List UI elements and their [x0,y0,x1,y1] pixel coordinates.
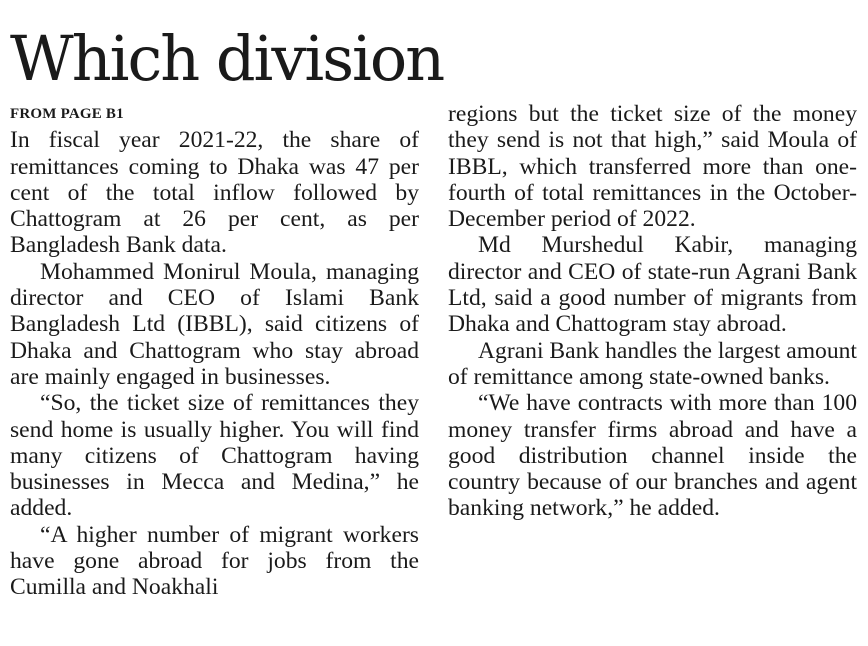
paragraph: “A higher number of migrant workers have gone abroad for jobs from the Cumilla and Noakhali [10,521,419,601]
paragraph: regions but the ticket size of the money they send is not that high,” said Moula of IBBL, which transferred more than one-fourth of total remittances in the October-December period of 2022. [448,101,857,233]
paragraph: Agrani Bank handles the largest amount of remittance among state-owned banks. [448,337,857,390]
paragraph: In fiscal year 2021-22, the share of remittances coming to Dhaka was 47 per cent of the total inflow followed by Chattogram at 26 per cent, as per Bangladesh Bank data. [10,127,419,259]
article-column-left [10,101,419,601]
paragraph: “So, the ticket size of remittances they send home is usually higher. You will find many citizens of Chattogram having businesses in Mecca and Medina,” he added. [10,390,419,522]
article-column-right [448,101,857,522]
headline: Which division [10,22,444,95]
kicker: FROM PAGE B1 [10,106,124,122]
paragraph: “We have contracts with more than 100 money transfer firms abroad and have a good distribution channel inside the country because of our branches and agent banking network,” he added. [448,390,857,522]
paragraph: Mohammed Monirul Moula, managing director and CEO of Islami Bank Bangladesh Ltd (IBBL), said citizens of Dhaka and Chattogram who stay abroad are mainly engaged in businesses. [10,258,419,390]
paragraph: Md Murshedul Kabir, managing director and CEO of state-run Agrani Bank Ltd, said a good number of migrants from Dhaka and Chattogram stay abroad. [448,232,857,338]
